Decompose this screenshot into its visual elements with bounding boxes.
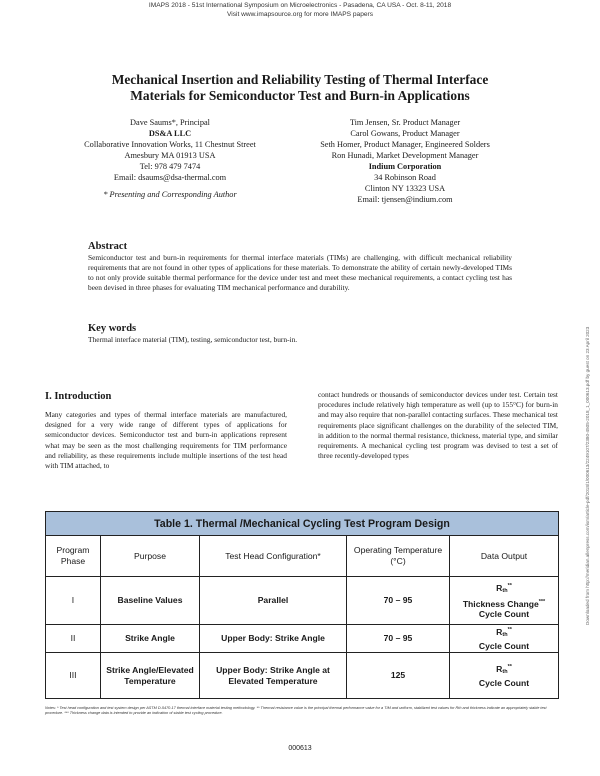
row-temp: 70 – 95 <box>347 625 450 653</box>
author-org: DS&A LLC <box>148 129 192 138</box>
row-purpose: Strike Angle <box>101 625 200 653</box>
cycle-count: Cycle Count <box>478 609 530 620</box>
thickness-change: Thickness Change <box>462 598 539 609</box>
authors-left <box>70 117 270 200</box>
conference-line: IMAPS 2018 - 51st International Symposium on Microelectronics - Pasadena, CA USA - Oct. 8-11, 2018 <box>148 2 452 9</box>
conference-link[interactable]: Visit www.imapsource.org for more IMAPS papers <box>226 10 374 18</box>
cycle-count: Cycle Count <box>478 677 530 688</box>
row-phase: I <box>46 577 101 625</box>
row-output <box>450 653 559 699</box>
author-right-address-1: 34 Robinson Road <box>374 173 436 182</box>
conference-header <box>0 2 600 19</box>
header-operating-temp: Operating Temperature (°C) <box>347 536 450 577</box>
rth-symbol: R <box>496 626 503 637</box>
author-1: Tim Jensen, Sr. Product Manager <box>349 118 461 127</box>
test-program-table <box>45 511 559 699</box>
row-output <box>450 577 559 625</box>
intro-column-2: contact hundreds or thousands of semiconductor devices under test. Certain test procedures include relatively high temperature as well (up to 155°C) for burn-in and may also require that non-parallel contacting surfaces. These mechanical test requirements place significant challenges on the durability of the selected TIM, in addition to the normal thermal resistance, thickness, material type, and similar requirements. A mechanical cycling test program was devised to test a set of three recently-developed types <box>318 390 558 461</box>
header-purpose: Purpose <box>101 536 200 577</box>
author-right-email: Email: tjensen@indium.com <box>357 195 453 204</box>
corresponding-note: * Presenting and Corresponding Author <box>103 190 237 199</box>
author-address-2: Amesbury MA 01913 USA <box>124 151 216 160</box>
intro-column-1: Many categories and types of thermal interface materials are manufactured, designed for a very wide range of different types of applications for semiconductor devices. Semiconductor test and burn-in applications represent what may be seen as the most challenging requirements for TIM performance and reliability, as these requirements include multiple insertions of the test head with TIM attached, to <box>45 410 287 471</box>
table-row <box>46 577 559 625</box>
cycle-count: Cycle Count <box>478 640 530 651</box>
author-right-address-2: Clinton NY 13323 USA <box>364 184 446 193</box>
author-3: Seth Homer, Product Manager, Engineered Solders <box>320 140 490 149</box>
row-config: Upper Body: Strike Angle at Elevated Temperature <box>200 653 347 699</box>
paper-title <box>60 72 540 104</box>
author-address-1: Collaborative Innovation Works, 11 Chestnut Street <box>84 140 256 149</box>
abstract-heading: Abstract <box>88 241 128 252</box>
row-config: Parallel <box>200 577 347 625</box>
author-org-right: Indium Corporation <box>368 162 442 171</box>
row-config: Upper Body: Strike Angle <box>200 625 347 653</box>
rth-footnote-mark: ** <box>507 664 512 671</box>
rth-subscript: th <box>502 587 508 594</box>
page-number: 000613 <box>288 745 312 752</box>
keywords-heading: Key words <box>88 323 137 334</box>
row-purpose: Strike Angle/Elevated Temperature <box>101 653 200 699</box>
authors-right <box>300 117 510 205</box>
author-email: Email: dsaums@dsa-thermal.com <box>113 173 227 182</box>
author-4: Ron Hunadi, Market Development Manager <box>331 151 479 160</box>
title-line-2: Materials for Semiconductor Test and Burn-in Applications <box>130 88 470 103</box>
rth-subscript: th <box>502 668 508 675</box>
rth-footnote-mark: ** <box>507 582 512 589</box>
download-side-note <box>585 165 593 625</box>
intro-heading-text: I. Introduction <box>45 391 112 402</box>
download-note-text: Downloaded from http://meridian.allenpress.com/ism/article-pdf/2018/1/000613/2249107/2380-4505-2018_1_000613.pdf by guest on 23 April 2023 <box>585 326 590 625</box>
author-2: Carol Gowans, Product Manager <box>350 129 460 138</box>
rth-symbol: R <box>496 663 503 674</box>
header-test-head-config: Test Head Configuration* <box>200 536 347 577</box>
row-output <box>450 625 559 653</box>
author-name: Dave Saums*, Principal <box>130 118 210 127</box>
table-notes: Notes: * Test head configuration and test system design per ASTM D-5470-17 thermal interface material testing methodology. ** Thermal resistance value is the principal thermal performance value for a TIM and uniform, stabilized test values for Rth and thickness indicate an appropriately stable test procedure. *** Thickness change data is intended to provide an indication of stable test cycling procedure. <box>45 706 547 716</box>
rth-footnote-mark: ** <box>507 627 512 634</box>
header-program-phase: Program Phase <box>46 536 101 577</box>
keywords-text: Thermal interface material (TIM), testing, semiconductor test, burn-in. <box>88 335 298 344</box>
table-header-row <box>46 536 559 577</box>
rth-subscript: th <box>502 631 508 638</box>
intro-heading <box>45 390 111 403</box>
rth-symbol: R <box>496 582 503 593</box>
abstract-text: Semiconductor test and burn-in requirements for thermal interface materials (TIMs) are challenging, with difficult mechanical reliability requirements that are not found in other types of applications for these materials. To demonstrate the ability of certain newly-developed TIMs to not only provide suitable thermal performance for the device under test and meet these mechanical requirements, a contact cycling test has been devised in three phases for evaluating TIM mechanical performance and durability. <box>88 253 512 292</box>
abstract-section <box>88 240 512 293</box>
thickness-footnote-mark: *** <box>538 598 546 605</box>
row-temp: 70 – 95 <box>347 577 450 625</box>
row-temp: 125 <box>347 653 450 699</box>
table-row <box>46 625 559 653</box>
table-row <box>46 653 559 699</box>
row-purpose: Baseline Values <box>101 577 200 625</box>
keywords-section <box>88 322 512 345</box>
row-phase: III <box>46 653 101 699</box>
title-line-1: Mechanical Insertion and Reliability Testing of Thermal Interface <box>111 72 489 87</box>
author-tel: Tel: 978 479 7474 <box>139 162 201 171</box>
table-caption: Table 1. Thermal /Mechanical Cycling Test Program Design <box>46 512 559 536</box>
header-data-output: Data Output <box>450 536 559 577</box>
row-phase: II <box>46 625 101 653</box>
